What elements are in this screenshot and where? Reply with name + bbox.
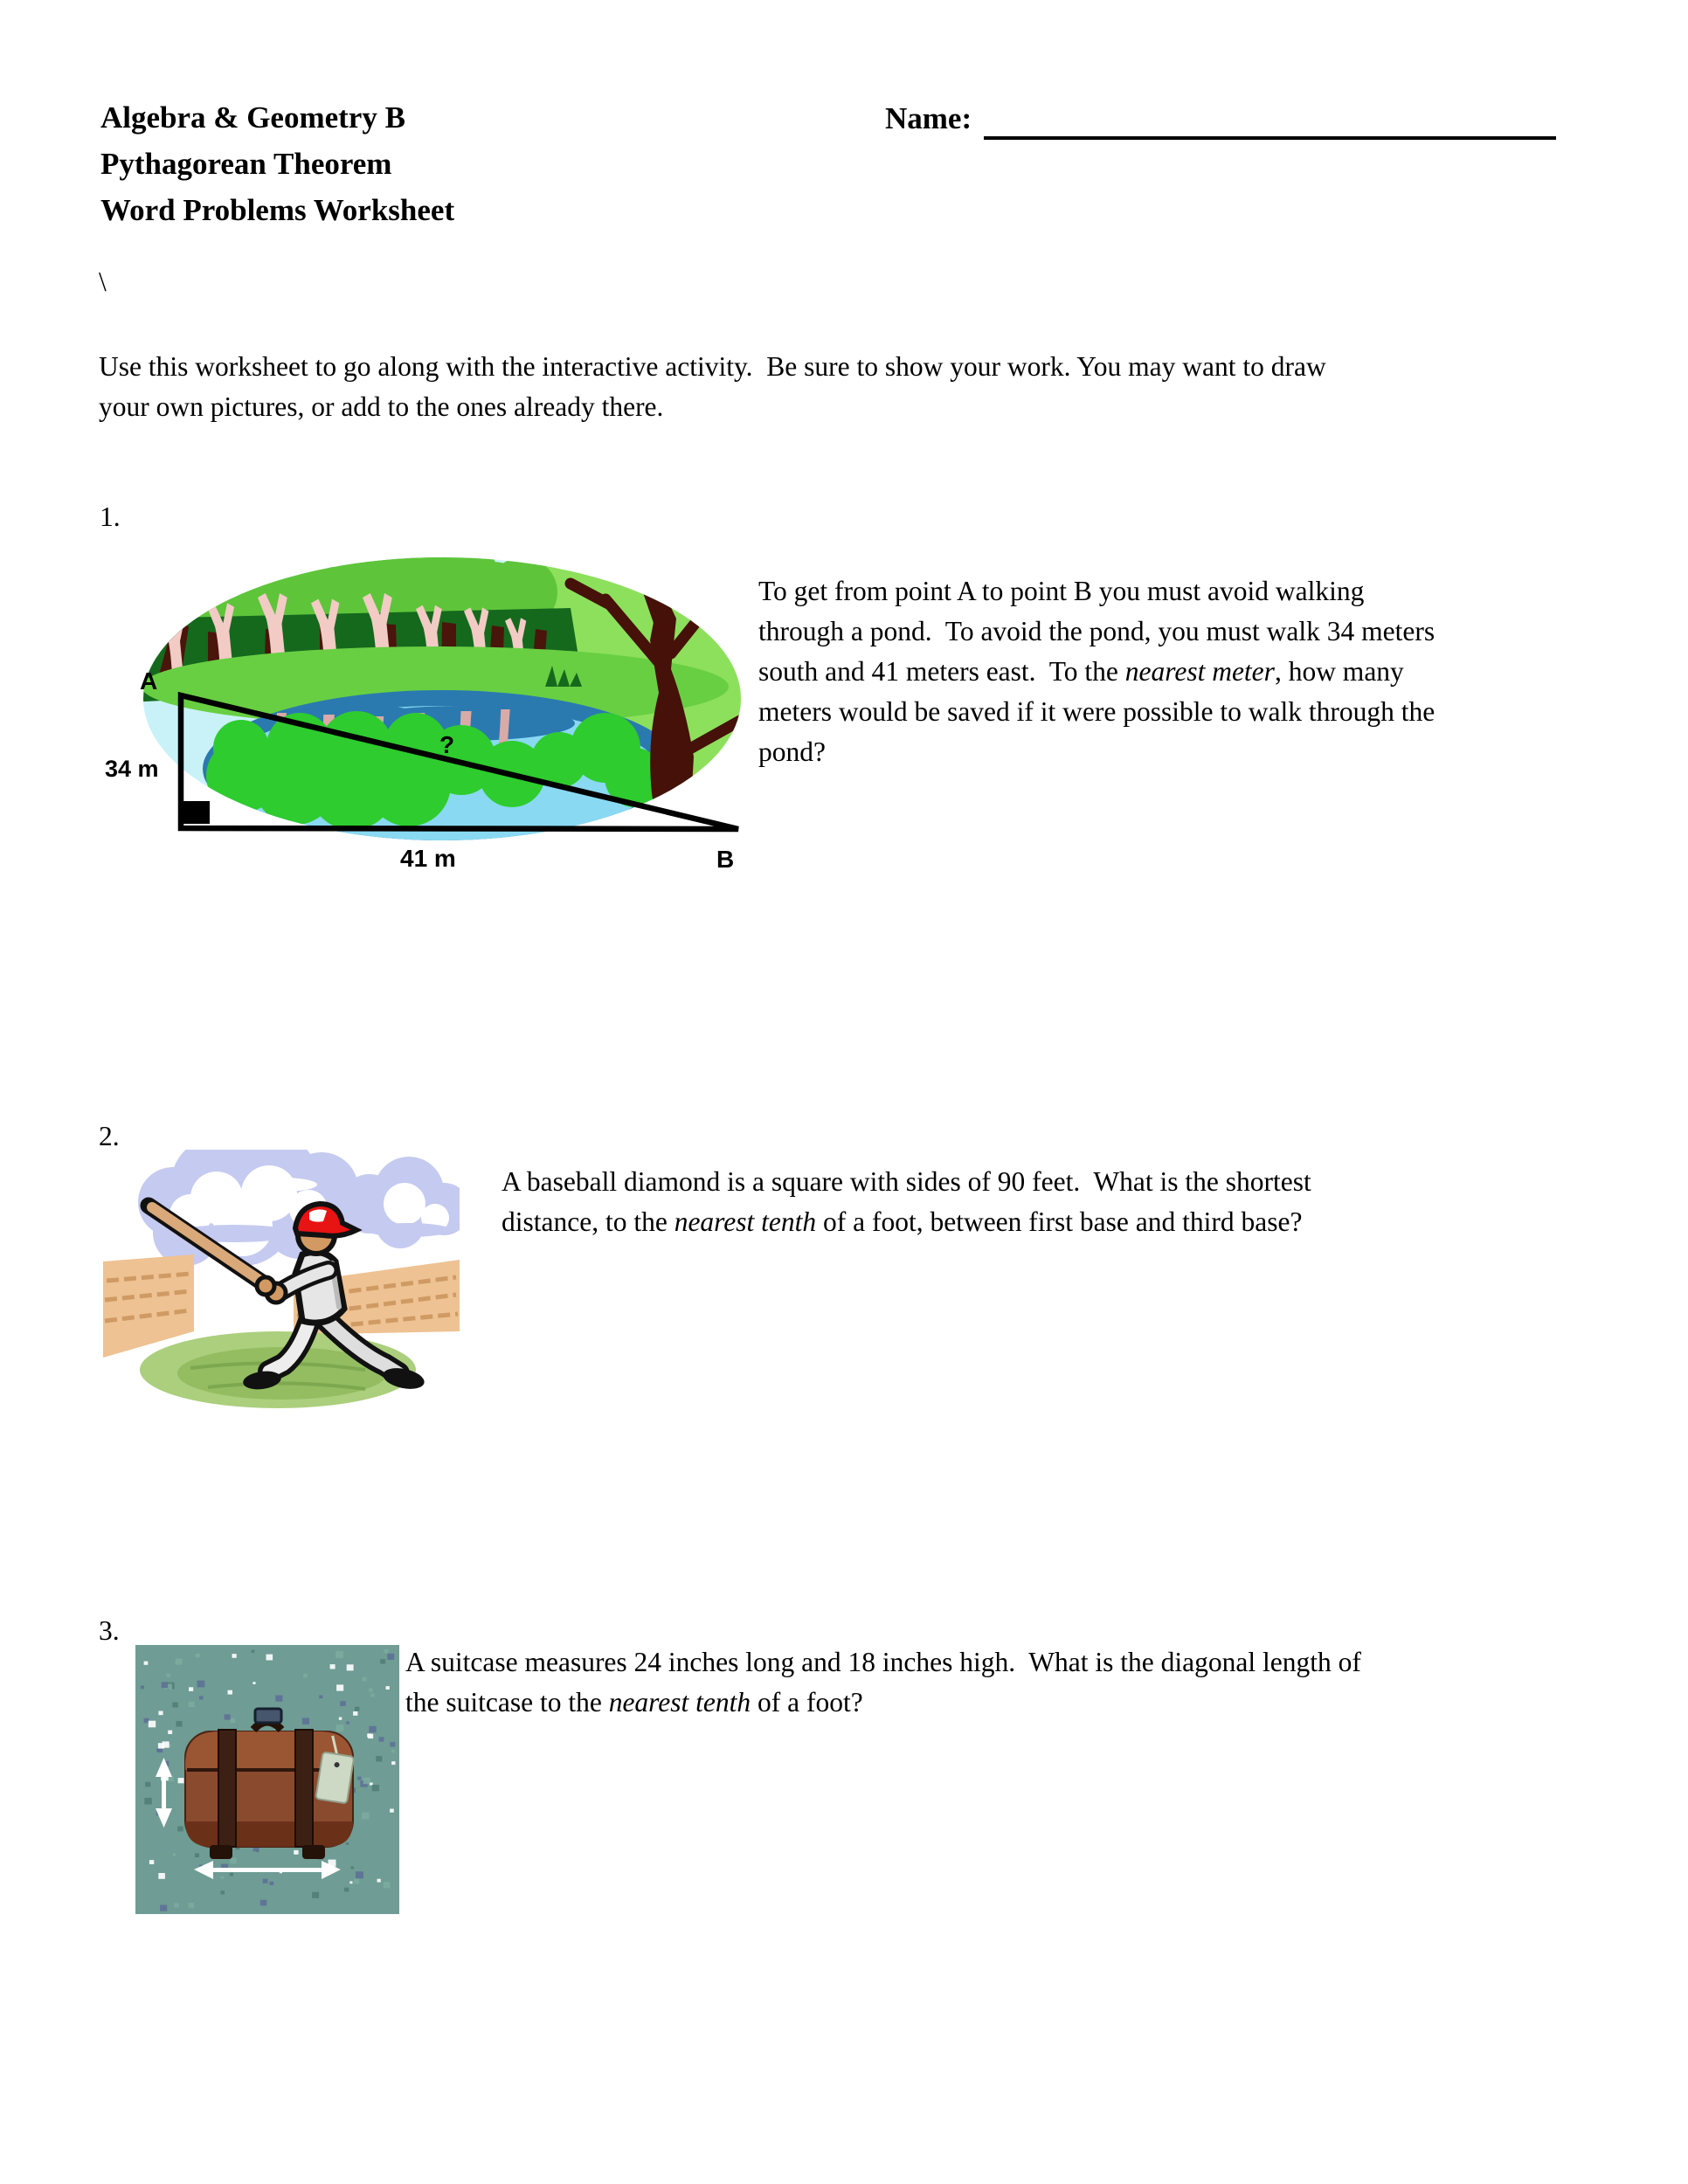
intro-paragraph: Use this worksheet to go along with the interactive activity. Be sure to show your work. You may want to draw your own pictures, or add to the ones already there. [99,351,1326,422]
baseball-illustration [103,1150,460,1417]
pond-scene [94,531,767,885]
header-topic: Pythagorean Theorem [100,147,392,181]
point-a-label: A [140,667,158,695]
stray-backslash: \ [99,266,107,297]
problem-2-text: A baseball diamond is a square with sides of 90 feet. What is the shortest distance, to the nearest tenth of a foot, between first base and third base? [502,1166,1311,1237]
name-label: Name: [885,101,972,135]
problem-2-number: 2. [99,1121,120,1151]
cloud-right [340,1157,460,1248]
right-angle-marker [183,801,210,824]
name-input-line[interactable] [984,101,1556,140]
strap [295,1730,313,1847]
point-b-label: B [716,846,735,873]
name-row [885,98,1556,140]
foot [210,1845,232,1859]
hand [257,1277,274,1295]
problem-3-text: A suitcase measures 24 inches long and 18 inches high. What is the diagonal length of the suitcase to the nearest tenth of a foot? [405,1647,1361,1717]
header-course: Algebra & Geometry B [100,100,405,135]
problem-1-number: 1. [100,501,121,532]
horizontal-side-label: 41 m [400,845,456,872]
handle-tab [255,1709,281,1723]
header-subtitle: Word Problems Worksheet [100,193,455,227]
problem-1-text: To get from point A to point B you must avoid walking through a pond. To avoid the pond, you must walk 34 meters south and 41 meters east. To the nearest meter, how many meters would be saved if it were possible to walk through the pond? [758,576,1435,767]
problem-3-number: 3. [99,1615,120,1646]
pond-illustration [94,531,767,885]
header-block [100,94,454,233]
foot [302,1845,325,1859]
suitcase [185,1709,356,1859]
hypotenuse-question-mark: ? [439,731,455,758]
suitcase-illustration [133,1642,402,1920]
problem-3-block [133,1642,1601,1925]
vertical-side-label: 34 m [105,756,159,782]
strap [218,1730,236,1847]
